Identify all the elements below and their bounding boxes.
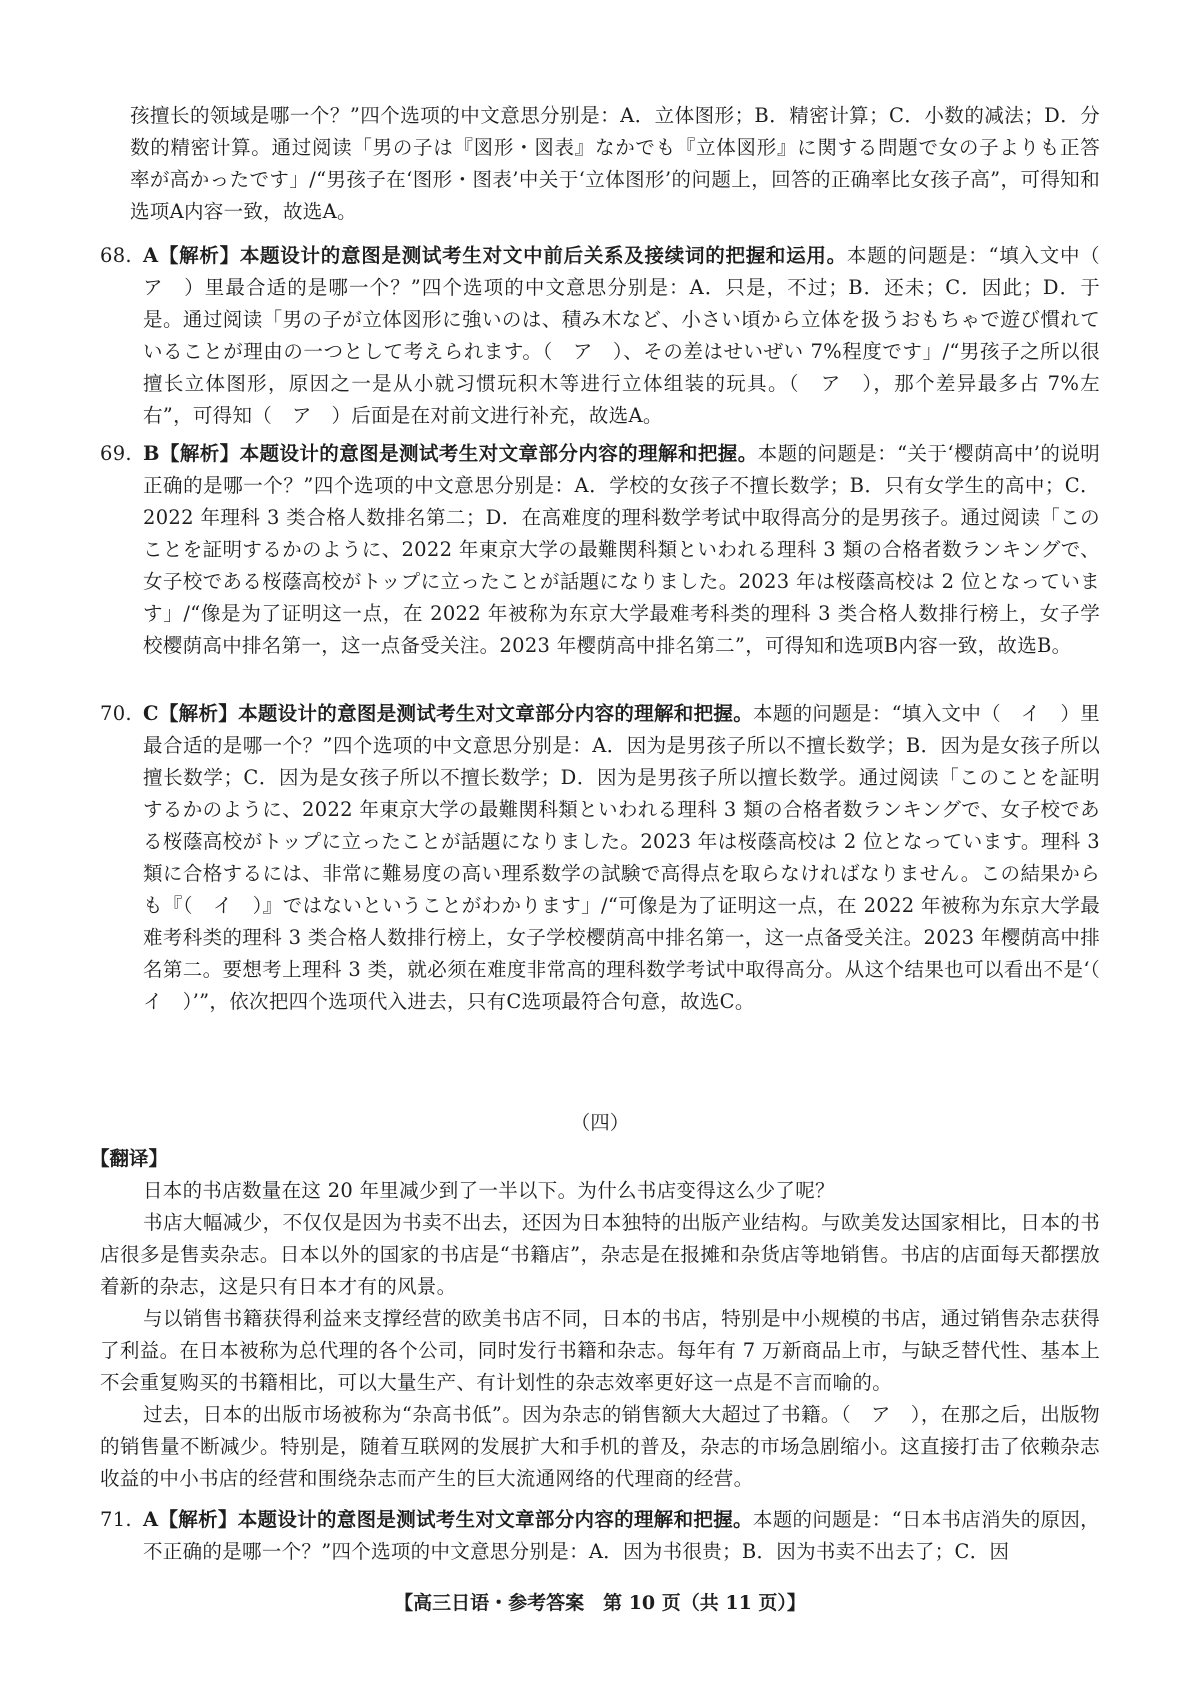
item-body — [143, 240, 1120, 432]
item-number: 71. — [100, 1508, 132, 1531]
answer-item-70 — [100, 698, 1120, 1018]
purpose-statement: 本题设计的意图是测试考生对文章部分内容的理解和把握。 — [239, 442, 758, 465]
purpose-statement: 本题设计的意图是测试考生对文章部分内容的理解和把握。 — [238, 702, 754, 725]
item-body — [143, 1504, 1100, 1568]
section-title: （四） — [570, 1111, 630, 1134]
explanation-text: 本题的问题是：“日本书店消失的原因，不正确的是哪一个？”四个选项的中文意思分别是：A．因为书很贵；B．因为书卖不出去了；C．因 — [143, 1508, 1100, 1563]
translation-paragraph: 书店大幅减少，不仅仅是因为书卖不出去，还因为日本独特的出版产业结构。与欧美发达国家相比，日本的书店很多是售卖杂志。日本以外的国家的书店是“书籍店”，杂志是在报摊和杂货店等地销售。书店的店面每天都摆放着新的杂志，这是只有日本才有的风景。 — [100, 1211, 1100, 1298]
answer-item-71 — [100, 1504, 1100, 1568]
answer-item-68 — [100, 240, 1120, 432]
answer-label: A【解析】 — [143, 244, 240, 267]
continued-explanation: 孩擅长的领域是哪一个？”四个选项的中文意思分别是：A．立体图形；B．精密计算；C．小数的减法；D．分数的精密计算。通过阅读「男の子は『図形・図表』なかでも『立体図形』に関する問題で女の子よりも正答率が高かったです」/“男孩子在‘图形・图表’中关于‘立体图形’的问题上，回答的正确率比女孩子高”，可得知和选项A内容一致，故选A。 — [130, 104, 1100, 223]
answer-label: C【解析】 — [143, 702, 239, 725]
answer-label: B【解析】 — [143, 442, 240, 465]
answer-item-69 — [100, 438, 1100, 662]
item-number: 70. — [100, 702, 132, 725]
page-footer: 【高三日语・参考答案 第 10 页（共 11 页）】 — [394, 1592, 806, 1614]
item-body — [143, 698, 1120, 1018]
purpose-statement: 本题设计的意图是测试考生对文中前后关系及接续词的把握和运用。 — [239, 244, 847, 267]
explanation-text: 本题的问题是：“填入文中（ ア ）里最合适的是哪一个？”四个选项的中文意思分别是：A．只是，不过；B．还未；C．因此；D．于是。通过阅读「男の子が立体図形に強いのは、積み木など、小さい頃から立体を扱うおもちゃで遊び慣れていることが理由の一つとして考えられます。（ ア ）、その差はせいぜい 7%程度です」/“男孩子之所以很擅长立体图形，原因之一是从小就习惯玩积木等进行立体组装的玩具。（ ア ），那个差异最多占 7%左右”，可得知（ ア ）后面是在对前文进行补充，故选A。 — [143, 244, 1120, 427]
item-body — [143, 438, 1100, 662]
translation-body — [100, 1175, 1100, 1495]
explanation-text: 本题的问题是：“填入文中（ イ ）里最合适的是哪一个？”四个选项的中文意思分别是：A．因为是男孩子所以不擅长数学；B．因为是女孩子所以擅长数学；C．因为是女孩子所以不擅长数学；D．因为是男孩子所以擅长数学。通过阅读「このことを証明するかのように、2022 年東京大学の最難関科類といわれる理科 3 類の合格者数ランキングで、女子校である桜蔭高校がトップに立ったことが話題になりました。2023 年は桜蔭高校は 2 位となっています。理科 3 類に合格するには、非常に難易度の高い理系数学の試験で高得点を取らなければなりません。この結果からも『（ イ ）』ではないということがわかります」/“可像是为了证明这一点，在 2022 年被称为东京大学最难考科类的理科 3 类合格人数排行榜上，女子学校樱荫高中排名第一，这一点备受关注。2023 年樱荫高中排名第二。要想考上理科 3 类，就必须在难度非常高的理科数学考试中取得高分。从这个结果也可以看出不是‘（ イ ）’”，依次把四个选项代入进去，只有C选项最符合句意，故选C。 — [143, 702, 1120, 1013]
answer-label: A【解析】 — [143, 1508, 238, 1531]
translation-paragraph: 过去，日本的出版市场被称为“杂高书低”。因为杂志的销售额大大超过了书籍。（ ア ），在那之后，出版物的销售量不断减少。特别是，随着互联网的发展扩大和手机的普及，杂志的市场急剧缩小。这直接打击了依赖杂志收益的中小书店的经营和围绕杂志而产生的巨大流通网络的代理商的经营。 — [100, 1403, 1100, 1490]
purpose-statement: 本题设计的意图是测试考生对文章部分内容的理解和把握。 — [237, 1508, 753, 1531]
explanation-text: 本题的问题是：“关于‘樱荫高中’的说明正确的是哪一个？”四个选项的中文意思分别是：A．学校的女孩子不擅长数学；B．只有女学生的高中；C．2022 年理科 3 类合格人数排名第二；D．在高难度的理科数学考试中取得高分的是男孩子。通过阅读「このことを証明するかのように、2022 年東京大学の最難関科類といわれる理科 3 類の合格者数ランキングで、女子校である桜蔭高校がトップに立ったことが話題になりました。2023 年は桜蔭高校は 2 位となっています」/“像是为了证明这一点，在 2022 年被称为东京大学最难考科类的理科 3 类合格人数排行榜上，女子学校樱荫高中排名第一，这一点备受关注。2023 年樱荫高中排名第二”，可得知和选项B内容一致，故选B。 — [143, 442, 1100, 657]
translation-paragraph: 日本的书店数量在这 20 年里减少到了一半以下。为什么书店变得这么少了呢？ — [143, 1179, 835, 1202]
item-number: 69. — [100, 442, 132, 465]
translation-paragraph: 与以销售书籍获得利益来支撑经营的欧美书店不同，日本的书店，特别是中小规模的书店，通过销售杂志获得了利益。在日本被称为总代理的各个公司，同时发行书籍和杂志。每年有 7 万新商品上市，与缺乏替代性、基本上不会重复购买的书籍相比，可以大量生产、有计划性的杂志效率更好这一点是不言而喻的。 — [100, 1307, 1100, 1394]
item-number: 68. — [100, 244, 132, 267]
translation-heading: 【翻译】 — [90, 1147, 169, 1170]
